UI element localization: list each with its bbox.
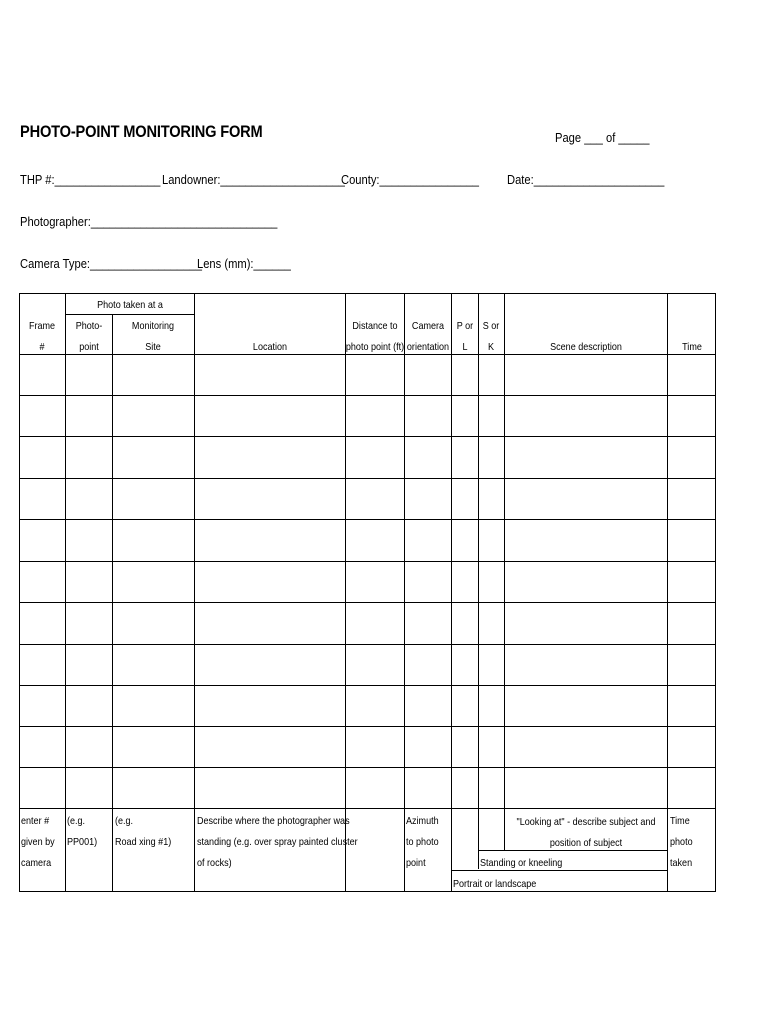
note-scene-1: "Looking at" - describe subject and: [516, 816, 656, 828]
header-scene-description: Scene description: [550, 341, 622, 353]
header-photopoint-2: point: [79, 341, 99, 353]
note-camera-orientation: Azimuth to photo point: [406, 815, 439, 869]
table-grid: [19, 293, 716, 892]
header-distance-2: photo point (ft): [345, 341, 405, 353]
header-frame-2: #: [39, 341, 45, 353]
landowner-field[interactable]: Landowner:____________________: [162, 172, 345, 187]
header-distance-1: Distance to: [352, 320, 398, 332]
header-monitoring-1: Monitoring: [131, 320, 175, 332]
note-photopoint: (e.g. PP001): [67, 815, 98, 848]
photographer-field[interactable]: Photographer:______________________________: [20, 214, 278, 229]
note-monitoring: (e.g. Road xing #1): [115, 815, 172, 848]
header-camera-2: orientation: [406, 341, 450, 353]
lens-field[interactable]: Lens (mm):______: [197, 256, 291, 271]
county-field[interactable]: County:________________: [341, 172, 480, 187]
group-header-photo-taken: Photo taken at a: [97, 299, 163, 311]
camera-type-field[interactable]: Camera Type:__________________: [20, 256, 202, 271]
note-standing-or-kneeling: Standing or kneeling: [480, 857, 563, 869]
note-portrait-or-landscape: Portrait or landscape: [453, 878, 537, 890]
form-title: PHOTO-POINT MONITORING FORM: [20, 122, 263, 141]
header-p-or-l-2: L: [462, 341, 468, 353]
header-s-or-k-2: K: [487, 341, 495, 353]
header-time: Time: [682, 341, 702, 353]
header-monitoring-2: Site: [145, 341, 161, 353]
header-photopoint-1: Photo-: [75, 320, 103, 332]
date-field[interactable]: Date:_____________________: [507, 172, 665, 187]
note-time: Time photo taken: [670, 815, 693, 869]
photo-log-table: [19, 293, 716, 892]
note-location: Describe where the photographer was standing (e.g. over spray painted cluster of rocks): [197, 815, 358, 869]
thp-field[interactable]: THP #:_________________: [20, 172, 161, 187]
note-frame: enter # given by camera: [21, 815, 55, 869]
header-s-or-k-1: S or: [482, 320, 500, 332]
note-scene-2: position of subject: [549, 837, 623, 849]
header-p-or-l-1: P or: [456, 320, 474, 332]
header-camera-1: Camera: [411, 320, 445, 332]
header-location: Location: [252, 341, 288, 353]
page-number-field[interactable]: Page ___ of _____: [555, 130, 650, 145]
header-frame-1: Frame: [28, 320, 56, 332]
